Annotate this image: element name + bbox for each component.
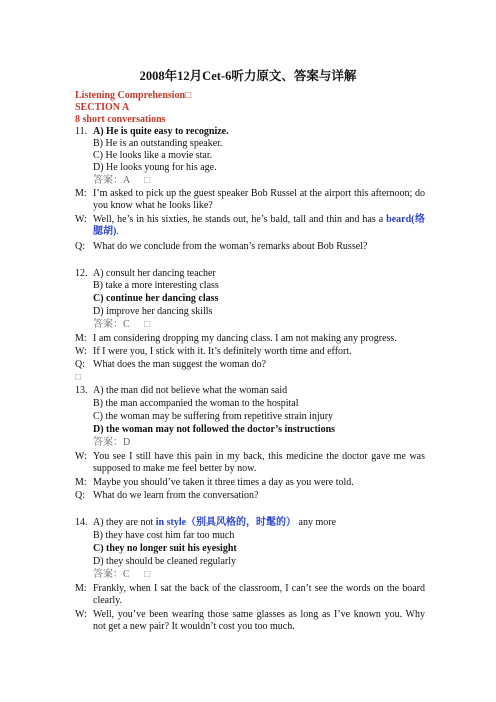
- answer-mark: □: [144, 175, 151, 186]
- question-number: 12.: [75, 268, 88, 279]
- answer-mark: □: [144, 319, 151, 330]
- option-b: B) take a more interesting class: [93, 280, 219, 291]
- answer-text: 答案：D: [93, 437, 131, 448]
- option-b: B) the man accompanied the woman to the hospital: [93, 398, 299, 409]
- option-a: [93, 517, 336, 529]
- question-number: 13.: [75, 385, 88, 396]
- dialogue-text: Well, he’s in his sixties, he stands out, he’s bald, tall and thin and has a: [93, 214, 387, 225]
- dialogue-line: [93, 214, 425, 238]
- section-header: Listening Comprehension□: [75, 90, 192, 101]
- speaker-label: M:: [75, 188, 87, 199]
- option-d: D) He looks young for his age.: [93, 162, 217, 173]
- answer-text: 答案：C: [93, 319, 130, 330]
- option-a: A) the man did not believe what the woman said: [93, 385, 288, 396]
- dialogue-line: Frankly, when I sat the back of the classroom, I can’t see the words on the board clearly.: [93, 583, 425, 606]
- question-label: Q:: [75, 241, 85, 252]
- answer-text: 答案：A: [93, 175, 130, 186]
- speaker-label: W:: [75, 214, 87, 225]
- answer-text: 答案：C: [93, 569, 130, 580]
- question-text: What do we conclude from the woman’s remarks about Bob Russel?: [93, 241, 368, 252]
- question-label: Q:: [75, 490, 85, 501]
- option-d: D) they should be cleaned regularly: [93, 556, 237, 567]
- question-number: 14.: [75, 517, 88, 528]
- speaker-label: W:: [75, 451, 87, 462]
- dialogue-line: Well, you’ve been wearing those same glasses as long as I’ve known you. Why not get a new pair? It wouldn’t cost you too much.: [93, 609, 425, 632]
- option-text: A) they are not: [93, 517, 156, 528]
- short-conversations-heading: 8 short conversations: [75, 114, 166, 125]
- speaker-label: W:: [75, 609, 87, 620]
- vocab-highlight: in style（别具风格的，时髦的）: [155, 517, 297, 528]
- question-text: What do we learn from the conversation?: [93, 490, 259, 501]
- dialogue-line: You see I still have this pain in my back, this medicine the doctor gave me was supposed to make me feel better by now.: [93, 451, 425, 474]
- speaker-label: W:: [75, 346, 87, 357]
- option-d: D) improve her dancing skills: [93, 306, 213, 317]
- option-text: any more: [296, 517, 337, 528]
- option-c: C) they no longer suit his eyesight: [93, 543, 237, 554]
- option-b: B) they have cost him far too much: [93, 530, 235, 541]
- question-text: What does the man suggest the woman do?: [93, 359, 267, 370]
- blank-mark: □: [75, 372, 82, 383]
- dialogue-line: If I were you, I stick with it. It’s definitely worth time and effort.: [93, 346, 352, 357]
- answer-line: [93, 175, 150, 187]
- answer-line: [93, 319, 150, 331]
- dialogue-line: Maybe you should’ve taken it three times a day as you were told.: [93, 477, 354, 488]
- section-a-heading: SECTION A: [75, 102, 130, 113]
- dialogue-text: .: [116, 226, 119, 237]
- dialogue-line: I am considering dropping my dancing class. I am not making any progress.: [93, 333, 397, 344]
- option-c: C) continue her dancing class: [93, 293, 219, 304]
- option-c: C) He looks like a movie star.: [93, 150, 213, 161]
- dialogue-line: I’m asked to pick up the guest speaker Bob Russel at the airport this afternoon; do you know what he looks like?: [93, 188, 425, 211]
- vocab-highlight: beard(络腮胡): [93, 214, 425, 237]
- question-label: Q:: [75, 359, 85, 370]
- option-a: A) consult her dancing teacher: [93, 268, 216, 279]
- answer-mark: □: [144, 569, 151, 580]
- speaker-label: M:: [75, 333, 87, 344]
- answer-line: [93, 437, 130, 449]
- option-b: B) He is an outstanding speaker.: [93, 138, 223, 149]
- speaker-label: M:: [75, 477, 87, 488]
- question-number: 11.: [75, 126, 88, 137]
- page-title: 2008年12月Cet-6听力原文、答案与详解: [139, 69, 357, 83]
- option-d: D) the woman may not followed the doctor’s instructions: [93, 424, 336, 435]
- option-c: C) the woman may be suffering from repetitive strain injury: [93, 411, 334, 422]
- speaker-label: M:: [75, 583, 87, 594]
- option-a: A) He is quite easy to recognize.: [93, 126, 229, 137]
- answer-line: [93, 569, 150, 581]
